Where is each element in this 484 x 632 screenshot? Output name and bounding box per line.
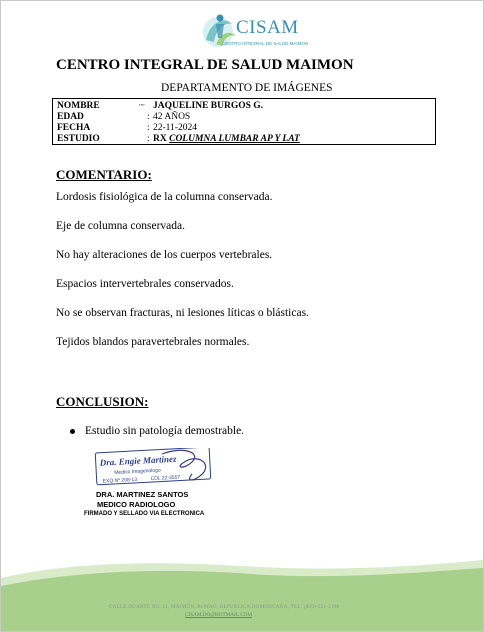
patient-name: JAQUELINE BURGOS G. bbox=[153, 101, 264, 111]
stamp-name: Dra. Engie Martinez bbox=[99, 453, 177, 468]
comment-line: Tejidos blandos paravertebrales normales. bbox=[56, 336, 250, 348]
comment-line: Espacios intervertebrales conservados. bbox=[56, 278, 234, 290]
info-colon: : bbox=[147, 123, 150, 133]
signer-title: MEDICO RADIOLOGO bbox=[97, 500, 176, 509]
signer-name: DRA. MARTINEZ SANTOS bbox=[96, 490, 189, 499]
info-label: NOMBRE bbox=[57, 101, 100, 111]
footer-email-link[interactable]: CISAM.DO@HOTMAIL.COM bbox=[185, 612, 253, 618]
info-label: EDAD bbox=[57, 112, 84, 122]
signature-stamp bbox=[92, 448, 222, 488]
info-label: ESTUDIO bbox=[57, 134, 100, 144]
footer-address: CALLE DUARTE NO. 11, MAIMÓN, BONAO, REPUBLICA DOMINICANA, TEL: (809)-551-2106 bbox=[109, 604, 340, 610]
info-colon: : bbox=[147, 134, 150, 144]
info-colon: ᵕᵕ bbox=[139, 101, 145, 111]
signature-note: FIRMADO Y SELLADO VIA ELECTRONICA bbox=[84, 511, 205, 517]
logo-name: CISAM bbox=[236, 17, 299, 38]
study-type bbox=[153, 134, 300, 144]
stamp-role: Medico Imagenologo bbox=[114, 467, 161, 476]
comment-line: No hay alteraciones de los cuerpos vertebrales. bbox=[56, 249, 273, 261]
footer-wave bbox=[1, 560, 483, 631]
department-label: DEPARTAMENTO DE IMÁGENES bbox=[161, 82, 333, 94]
conclusion-item: Estudio sin patología demostrable. bbox=[85, 425, 245, 437]
comment-line: Lordosis fisiológica de la columna conservada. bbox=[56, 191, 273, 203]
study-name: COLUMNA LUMBAR AP Y LAT bbox=[169, 134, 300, 144]
stamp-code: CDL 22-3557 bbox=[150, 474, 181, 483]
study-date: 22-11-2024 bbox=[153, 123, 197, 133]
study-prefix: RX bbox=[153, 134, 170, 144]
conclusion-title: CONCLUSION: bbox=[56, 394, 149, 409]
comment-title: COMENTARIO: bbox=[56, 167, 152, 182]
logo-subtitle: CENTRO INTEGRAL DE SALUD MAIMON bbox=[222, 41, 309, 46]
info-colon: : bbox=[147, 112, 150, 122]
stamp-exeq: EXQ Nº 208-13 bbox=[102, 476, 138, 485]
patient-age: 42 AÑOS bbox=[153, 112, 191, 122]
patient-info-box bbox=[52, 98, 436, 145]
page-title: CENTRO INTEGRAL DE SALUD MAIMON bbox=[56, 57, 354, 73]
comment-line: Eje de columna conservada. bbox=[56, 220, 185, 232]
comment-line: No se observan fracturas, ni lesiones líticas o blásticas. bbox=[56, 307, 309, 319]
bullet-icon bbox=[70, 429, 75, 434]
info-label: FECHA bbox=[57, 123, 91, 133]
